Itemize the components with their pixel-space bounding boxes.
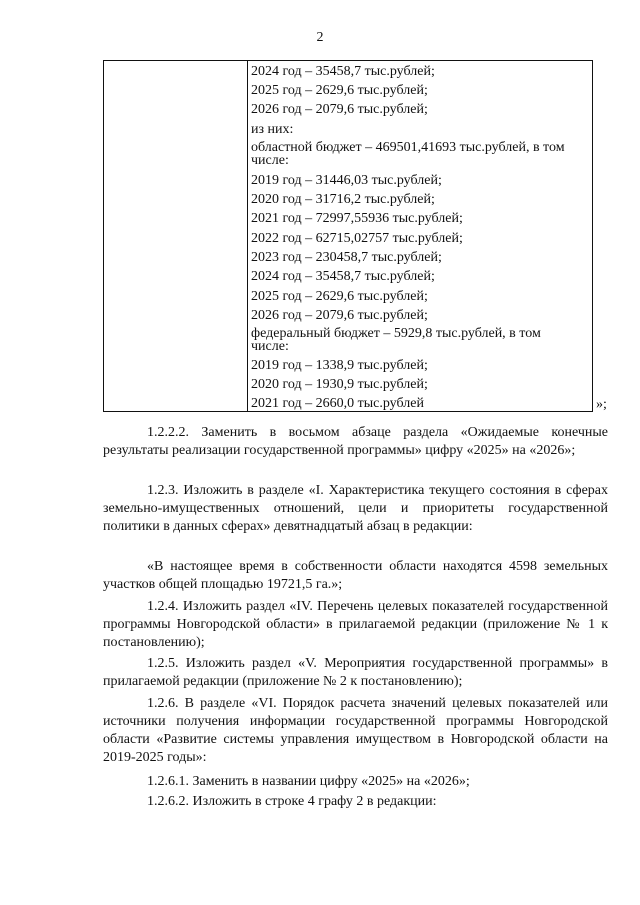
paragraph-1-2-2-2: 1.2.2.2. Заменить в восьмом абзаце раздела «Ожидаемые конечные результаты реализации государственной программы» цифру «2025» на «2026»; bbox=[103, 425, 608, 458]
page-number: 2 bbox=[316, 30, 324, 45]
paragraph-1-2-5: 1.2.5. Изложить раздел «V. Мероприятия государственной программы» в прилагаемой редакции (приложение № 2 к постановлению); bbox=[103, 656, 608, 689]
table-line: 2020 год – 31716,2 тыс.рублей; bbox=[251, 192, 435, 207]
paragraph-1-2-3: 1.2.3. Изложить в разделе «I. Характеристика текущего состояния в сферах земельно-имущественных отношений, цели и приоритеты государственной политики в данных сферах» девятнадцатый абзац в редакции: bbox=[103, 483, 608, 534]
table-left-column bbox=[104, 61, 248, 411]
table-line: 2019 год – 31446,03 тыс.рублей; bbox=[251, 173, 442, 188]
paragraph-quote: «В настоящее время в собственности области находятся 4598 земельных участков общей площадью 19721,5 га.»; bbox=[103, 559, 608, 592]
table-line: 2023 год – 230458,7 тыс.рублей; bbox=[251, 250, 442, 265]
table-line: 2026 год – 2079,6 тыс.рублей; bbox=[251, 102, 428, 117]
paragraph-1-2-6-2: 1.2.6.2. Изложить в строке 4 графу 2 в редакции: bbox=[147, 794, 437, 809]
table-line: 2025 год – 2629,6 тыс.рублей; bbox=[251, 289, 428, 304]
table-line: 2024 год – 35458,7 тыс.рублей; bbox=[251, 269, 435, 284]
table-line: 2024 год – 35458,7 тыс.рублей; bbox=[251, 64, 435, 79]
table-line: федеральный бюджет – 5929,8 тыс.рублей, в том числе: bbox=[251, 326, 541, 354]
table-line: 2022 год – 62715,02757 тыс.рублей; bbox=[251, 231, 463, 246]
table-closing-mark: »; bbox=[596, 397, 607, 412]
table-right-column bbox=[247, 61, 592, 411]
table-line: 2021 год – 2660,0 тыс.рублей bbox=[251, 396, 424, 411]
table-line: 2025 год – 2629,6 тыс.рублей; bbox=[251, 83, 428, 98]
table-line: 2019 год – 1338,9 тыс.рублей; bbox=[251, 358, 428, 373]
paragraph-1-2-6-1: 1.2.6.1. Заменить в названии цифру «2025» на «2026»; bbox=[147, 774, 470, 789]
table-line: областной бюджет – 469501,41693 тыс.рублей, в том числе: bbox=[251, 140, 565, 168]
paragraph-1-2-4: 1.2.4. Изложить раздел «IV. Перечень целевых показателей государственной программы Новгородской области» в прилагаемой редакции (приложение № 1 к постановлению); bbox=[103, 599, 608, 650]
table-line: 2021 год – 72997,55936 тыс.рублей; bbox=[251, 211, 463, 226]
budget-table bbox=[103, 60, 593, 412]
table-line: 2026 год – 2079,6 тыс.рублей; bbox=[251, 308, 428, 323]
table-line: 2020 год – 1930,9 тыс.рублей; bbox=[251, 377, 428, 392]
table-line: из них: bbox=[251, 122, 294, 137]
paragraph-1-2-6: 1.2.6. В разделе «VI. Порядок расчета значений целевых показателей или источники получения информации государственной программы Новгородской области «Развитие системы управления имуществом в Новгородской области на 2019-2025 годы»: bbox=[103, 696, 608, 765]
